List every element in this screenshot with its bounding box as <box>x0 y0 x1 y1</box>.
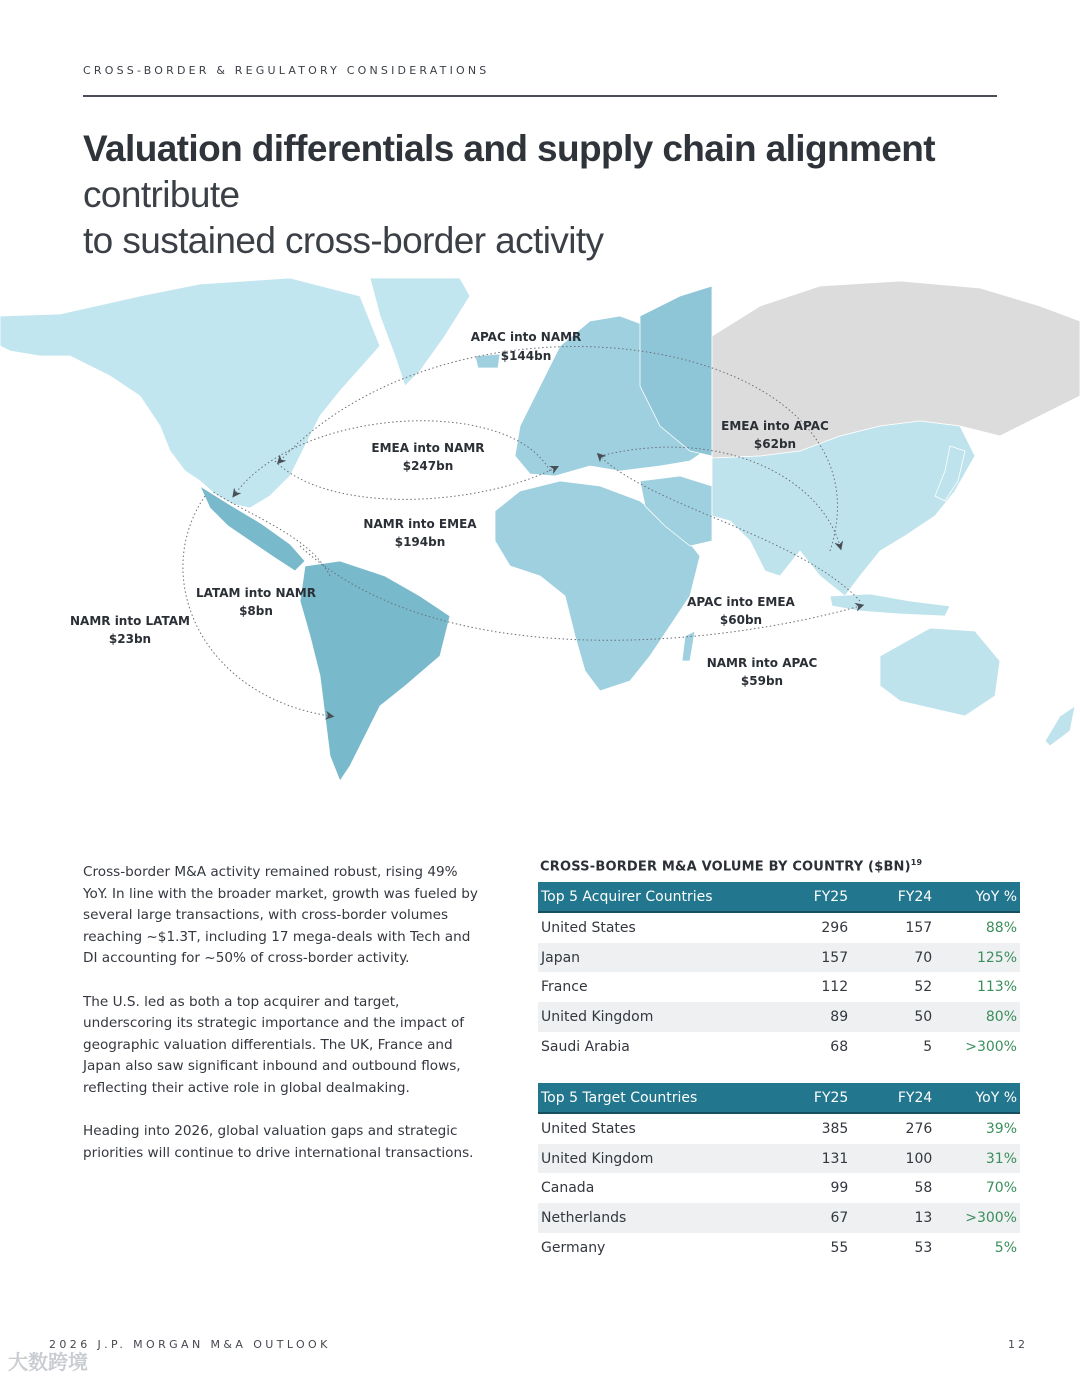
yoy-cell: >300% <box>935 1203 1020 1233</box>
yoy-cell: 31% <box>935 1144 1020 1174</box>
flow-value-namr-latam: $23bn <box>108 632 152 646</box>
fy25-cell: 296 <box>821 919 849 936</box>
page-number: 12 <box>1008 1338 1028 1351</box>
table-footnote-ref: 19 <box>910 858 923 867</box>
flow-label-apac-emea: APAC into EMEA <box>687 595 795 609</box>
fy25-cell: 131 <box>767 1144 851 1174</box>
acquirer-header-fy24: FY24 <box>851 882 935 912</box>
fy24-cell: 50 <box>851 1002 935 1032</box>
table-row <box>538 1233 1020 1263</box>
table-row <box>538 912 1020 943</box>
country-cell: Saudi Arabia <box>541 1038 630 1055</box>
header-rule <box>83 95 997 97</box>
fy24-cell: 53 <box>914 1239 933 1256</box>
country-cell: France <box>541 979 588 996</box>
target-header-fy25: FY25 <box>767 1083 851 1113</box>
country-cell: Canada <box>541 1180 595 1197</box>
table-row <box>538 943 1020 973</box>
table-row <box>538 972 1020 1002</box>
country-cell: United Kingdom <box>538 1002 767 1032</box>
south-america-shape <box>300 561 450 781</box>
target-header-country: Top 5 Target Countries <box>538 1083 767 1113</box>
body-paragraph-2: The U.S. led as both a top acquirer and target, underscoring its strategic importance and the impact of geographic valuation differentials. The UK, France and Japan also saw significant inbound and outbound flows, reflecting their active role in global dealmaking. <box>83 993 465 1096</box>
flow-value-namr-apac: $59bn <box>740 674 784 688</box>
country-cell: United States <box>541 919 636 936</box>
yoy-cell: 5% <box>994 1239 1017 1256</box>
yoy-cell: 113% <box>976 979 1017 996</box>
target-header-fy24: FY24 <box>851 1083 935 1113</box>
table-row <box>538 1113 1020 1144</box>
footer-publication: 2026 J.P. MORGAN M&A OUTLOOK <box>49 1338 331 1351</box>
flow-label-latam-namr: LATAM into NAMR <box>196 586 316 600</box>
target-header-yoy: YoY % <box>935 1083 1020 1113</box>
flow-value-apac-namr: $144bn <box>500 349 552 363</box>
country-cell: United States <box>541 1120 636 1137</box>
acquirer-header-yoy: YoY % <box>935 882 1020 912</box>
body-copy <box>83 862 478 1186</box>
body-paragraph-1: Cross-border M&A activity remained robust, rising 49% YoY. In line with the broader market, growth was fueled by several large transactions, with cross-border volumes reaching ~$1.3T, including 17 mega-deals with Tech and DI accounting for ~50% of cross-border activity. <box>83 864 478 966</box>
table-row <box>538 1002 1020 1032</box>
fy25-cell: 55 <box>830 1239 849 1256</box>
fy25-cell: 157 <box>767 943 851 973</box>
yoy-cell: 80% <box>935 1002 1020 1032</box>
target-header-row <box>538 1083 1020 1113</box>
fy24-cell: 13 <box>851 1203 935 1233</box>
north-america-shape <box>0 278 380 508</box>
fy24-cell: 157 <box>905 919 933 936</box>
table-row <box>538 1173 1020 1203</box>
flow-label-apac-namr: APAC into NAMR <box>470 330 582 344</box>
table-row <box>538 1032 1020 1062</box>
body-paragraph-3: Heading into 2026, global valuation gaps and strategic priorities will continue to drive international transactions. <box>83 1123 474 1161</box>
flow-value-emea-namr: $247bn <box>402 459 454 473</box>
flow-value-apac-emea: $60bn <box>719 613 763 627</box>
country-cell: Germany <box>541 1239 606 1256</box>
new-zealand-shape <box>1045 706 1075 746</box>
yoy-cell: 70% <box>985 1180 1017 1197</box>
fy24-cell: 5 <box>923 1038 933 1055</box>
title-bold: Valuation differentials and supply chain alignment <box>83 128 935 169</box>
title-rest-line1: contribute <box>83 174 240 215</box>
section-label: CROSS-BORDER & REGULATORY CONSIDERATIONS <box>83 64 490 77</box>
country-cell: Japan <box>538 943 767 973</box>
table-row <box>538 1144 1020 1174</box>
flow-label-emea-namr: EMEA into NAMR <box>371 441 485 455</box>
fy24-cell: 276 <box>905 1120 933 1137</box>
target-table <box>538 1083 1020 1262</box>
flow-value-namr-emea: $194bn <box>394 535 446 549</box>
flow-label-namr-apac: NAMR into APAC <box>706 656 818 670</box>
country-cell: United Kingdom <box>538 1144 767 1174</box>
australia-shape <box>880 628 1000 716</box>
fy24-cell: 58 <box>914 1180 933 1197</box>
fy25-cell: 385 <box>821 1120 849 1137</box>
acquirer-table <box>538 882 1020 1061</box>
yoy-cell: 125% <box>935 943 1020 973</box>
greenland-shape <box>370 278 470 386</box>
madagascar-shape <box>682 631 695 661</box>
world-map <box>0 276 1080 786</box>
fy25-cell: 67 <box>767 1203 851 1233</box>
table-title-text: CROSS-BORDER M&A VOLUME BY COUNTRY ($BN) <box>540 859 911 875</box>
fy25-cell: 112 <box>821 979 849 996</box>
fy25-cell: 89 <box>767 1002 851 1032</box>
fy25-cell: 68 <box>830 1038 849 1055</box>
fy25-cell: 99 <box>830 1180 849 1197</box>
table-row <box>538 1203 1020 1233</box>
yoy-cell: 88% <box>985 919 1017 936</box>
yoy-cell: 39% <box>985 1120 1017 1137</box>
indonesia-shape <box>830 594 950 616</box>
watermark-logo: 大数跨境 <box>8 1350 88 1374</box>
acquirer-header-row <box>538 882 1020 912</box>
country-cell: Netherlands <box>538 1203 767 1233</box>
acquirer-header-fy25: FY25 <box>767 882 851 912</box>
fy24-cell: 70 <box>851 943 935 973</box>
flow-value-latam-namr: $8bn <box>239 604 273 618</box>
fy24-cell: 100 <box>851 1144 935 1174</box>
table-title <box>540 858 922 874</box>
yoy-cell: >300% <box>965 1038 1017 1055</box>
flow-label-namr-latam: NAMR into LATAM <box>70 614 190 628</box>
acquirer-header-country: Top 5 Acquirer Countries <box>538 882 767 912</box>
title-rest-line2: to sustained cross-border activity <box>83 220 604 261</box>
flow-label-emea-apac: EMEA into APAC <box>721 419 829 433</box>
flow-label-namr-emea: NAMR into EMEA <box>363 517 477 531</box>
page-title <box>83 126 1023 264</box>
flow-value-emea-apac: $62bn <box>753 437 797 451</box>
fy24-cell: 52 <box>914 979 933 996</box>
